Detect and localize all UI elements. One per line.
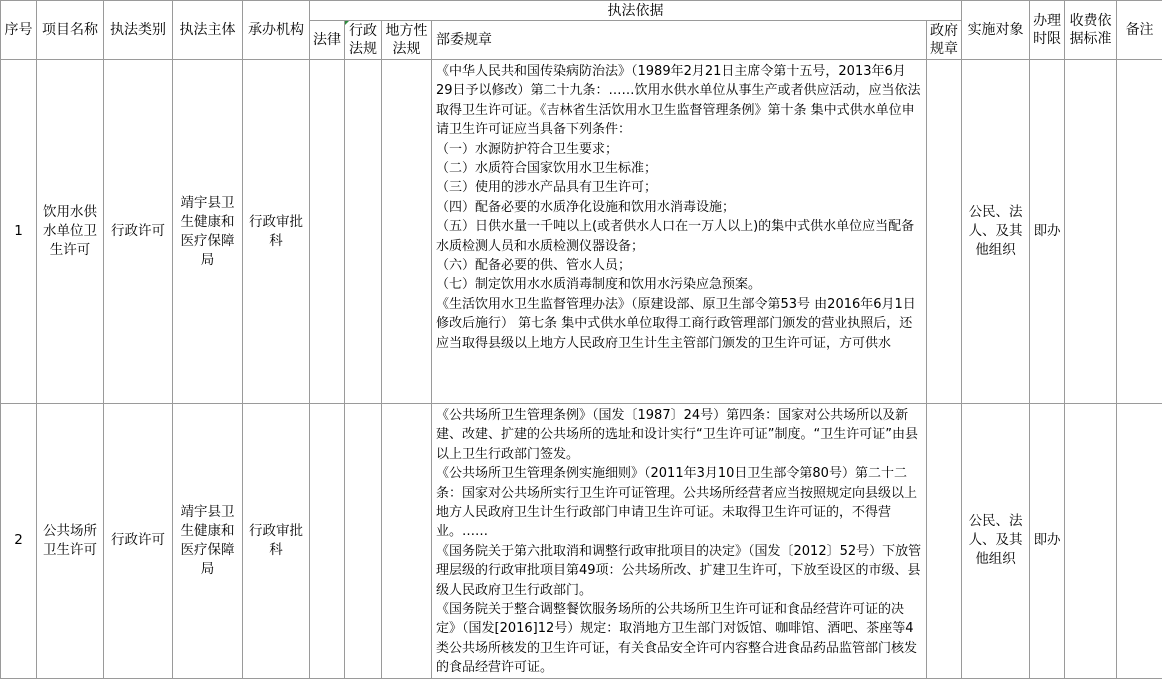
cell-basis-admin-reg[interactable] (345, 60, 382, 404)
cell-item-name[interactable]: 公共场所卫生许可 (37, 404, 104, 679)
cell-item-name[interactable]: 饮用水供水单位卫生许可 (37, 60, 104, 404)
table-row (1, 60, 1162, 404)
header-category[interactable]: 执法类别 (104, 1, 173, 60)
cell-time-limit[interactable]: 即办 (1030, 60, 1065, 404)
cell-category[interactable]: 行政许可 (104, 60, 173, 404)
header-basis-gov-rule[interactable]: 政府规章 (927, 21, 962, 60)
cell-target[interactable]: 公民、法人、及其他组织 (962, 404, 1030, 679)
cell-time-limit[interactable]: 即办 (1030, 404, 1065, 679)
cell-category[interactable]: 行政许可 (104, 404, 173, 679)
cell-basis-local-reg[interactable] (382, 60, 432, 404)
header-fee-standard[interactable]: 收费依据标准 (1065, 1, 1117, 60)
header-remarks[interactable]: 备注 (1117, 1, 1162, 60)
cell-basis-local-reg[interactable] (382, 404, 432, 679)
basis-line: 《公共场所卫生管理条例实施细则》（2011年3月10日卫生部令第80号）第二十二条：国家对公共场所实行卫生许可证管理。公共场所经营者应当按照规定向县级以上地方人民政府卫生计生行政部门申请卫生许可证。未取得卫生许可证的，不得营业。…… (436, 464, 922, 542)
header-seq[interactable]: 序号 (1, 1, 37, 60)
header-time-limit[interactable]: 办理时限 (1030, 1, 1065, 60)
cell-handling-org[interactable]: 行政审批科 (243, 60, 310, 404)
header-basis-ministry-rule[interactable]: 部委规章 (432, 21, 927, 60)
cell-fee-standard[interactable] (1065, 404, 1117, 679)
cell-remarks[interactable] (1117, 404, 1162, 679)
cell-basis-gov-rule[interactable] (927, 60, 962, 404)
header-subject[interactable]: 执法主体 (173, 1, 243, 60)
cell-basis-law[interactable] (310, 404, 345, 679)
cell-seq[interactable]: 1 (1, 60, 37, 404)
header-basis-admin-reg[interactable]: 行政法规 (345, 21, 382, 60)
cell-basis-gov-rule[interactable] (927, 404, 962, 679)
basis-line: 《国务院关于第六批取消和调整行政审批项目的决定》（国发〔2012〕52号）下放管理层级的行政审批项目第49项：公共场所改、扩建卫生许可，下放至设区的市级、县级人民政府卫生行政部门。 (436, 542, 922, 600)
header-basis[interactable]: 执法依据 (310, 1, 962, 21)
basis-line: （六）配备必要的供、管水人员； (436, 256, 922, 275)
cell-subject[interactable]: 靖宇县卫生健康和医疗保障局 (173, 60, 243, 404)
header-target[interactable]: 实施对象 (962, 1, 1030, 60)
cell-handling-org[interactable]: 行政审批科 (243, 404, 310, 679)
basis-line: （七）制定饮用水水质消毒制度和饮用水污染应急预案。 (436, 275, 922, 294)
basis-line: （二）水质符合国家饮用水卫生标准； (436, 159, 922, 178)
header-item-name[interactable]: 项目名称 (37, 1, 104, 60)
header-handling-org[interactable]: 承办机构 (243, 1, 310, 60)
cell-fee-standard[interactable] (1065, 60, 1117, 404)
header-basis-local-reg[interactable]: 地方性法规 (382, 21, 432, 60)
table-row (1, 404, 1162, 679)
basis-line: 《生活饮用水卫生监督管理办法》（原建设部、原卫生部令第53号 由2016年6月1日修改后施行） 第七条 集中式供水单位取得工商行政管理部门颁发的营业执照后，还应当取得县级以上地方人民政府卫生计生主管部门颁发的卫生许可证，方可供水 (436, 295, 922, 353)
basis-line: （三）使用的涉水产品具有卫生许可； (436, 178, 922, 197)
basis-line: 《公共场所卫生管理条例》（国发〔1987〕24号）第四条：国家对公共场所以及新建、改建、扩建的公共场所的选址和设计实行“卫生许可证”制度。“卫生许可证”由县以上卫生行政部门签发。 (436, 406, 922, 464)
basis-line: （四）配备必要的水质净化设施和饮用水消毒设施； (436, 198, 922, 217)
cell-target[interactable]: 公民、法人、及其他组织 (962, 60, 1030, 404)
basis-line: 《国务院关于整合调整餐饮服务场所的公共场所卫生许可证和食品经营许可证的决定》（国发[2016]12号）规定：取消地方卫生部门对饭馆、咖啡馆、酒吧、茶座等4类公共场所核发的卫生许可证，有关食品安全许可内容整合进食品药品监管部门核发的食品经营许可证。 (436, 600, 922, 678)
header-basis-law[interactable]: 法律 (310, 21, 345, 60)
cell-basis-ministry-rule[interactable] (432, 404, 927, 679)
cell-basis-law[interactable] (310, 60, 345, 404)
basis-line: （五）日供水量一千吨以上(或者供水人口在一万人以上)的集中式供水单位应当配备水质检测人员和水质检测仪器设备； (436, 217, 922, 256)
cell-remarks[interactable] (1117, 60, 1162, 404)
cell-subject[interactable]: 靖宇县卫生健康和医疗保障局 (173, 404, 243, 679)
cell-basis-admin-reg[interactable] (345, 404, 382, 679)
cell-basis-ministry-rule[interactable] (432, 60, 927, 404)
basis-line: （一）水源防护符合卫生要求； (436, 140, 922, 159)
basis-line: 《中华人民共和国传染病防治法》（1989年2月21日主席令第十五号，2013年6月29日予以修改）第二十九条：……饮用水供水单位从事生产或者供应活动，应当依法取得卫生许可证。《吉林省生活饮用水卫生监督管理条例》第十条 集中式供水单位申请卫生许可证应当具备下列条件： (436, 62, 922, 140)
cell-seq[interactable]: 2 (1, 404, 37, 679)
